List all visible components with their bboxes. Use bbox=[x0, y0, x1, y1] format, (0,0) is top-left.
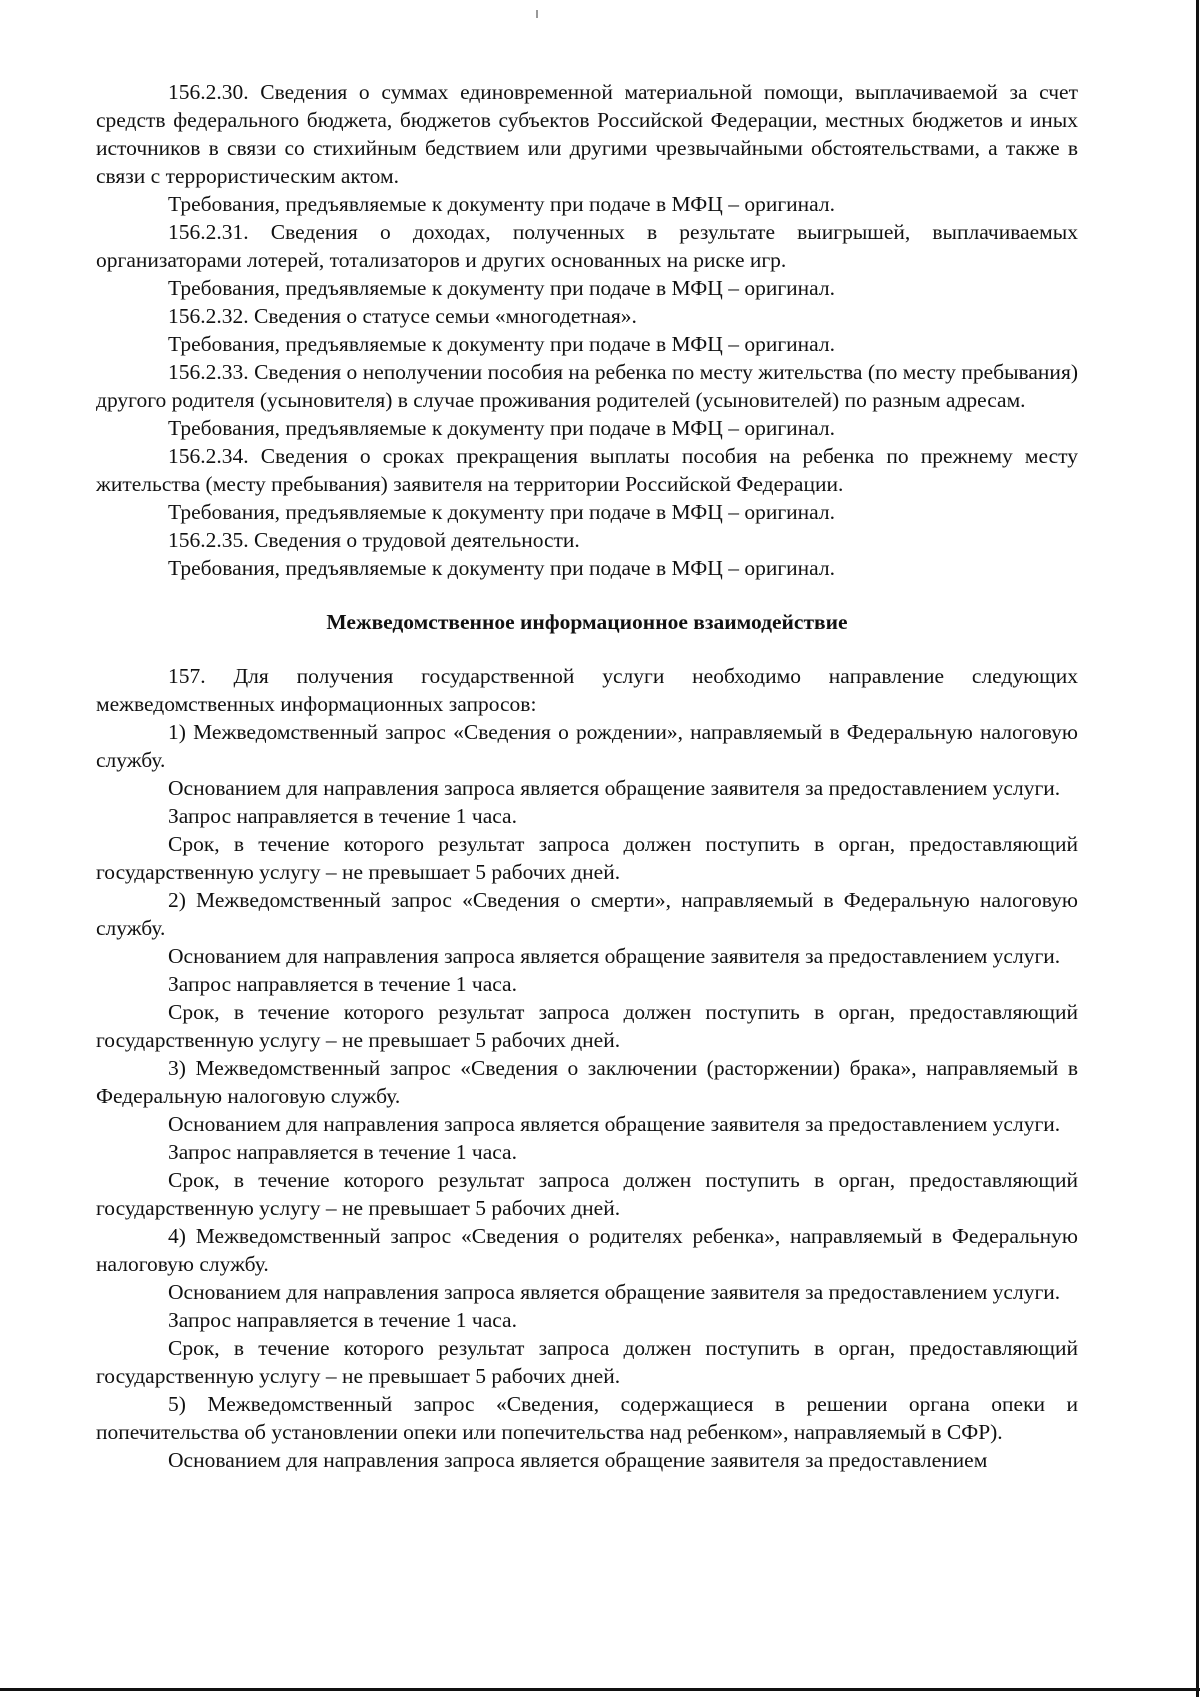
requirement-line: Требования, предъявляемые к документу при подаче в МФЦ – оригинал. bbox=[168, 332, 835, 356]
request-2: 2) Межведомственный запрос «Сведения о смерти», направляемый в Федеральную налоговую службу. bbox=[96, 888, 1078, 940]
request-5: 5) Межведомственный запрос «Сведения, содержащиеся в решении органа опеки и попечительства об установлении опеки или попечительства над ребенком», направляемый в СФР). bbox=[96, 1392, 1078, 1444]
scan-border-bottom bbox=[0, 1688, 1200, 1691]
paragraph-156-2-33: 156.2.33. Сведения о неполучении пособия на ребенка по месту жительства (по месту пребывания) другого родителя (усыновителя) в случае проживания родителей (усыновителей) по разным адресам. bbox=[96, 360, 1078, 412]
request-basis: Основанием для направления запроса является обращение заявителя за предоставлением bbox=[168, 1448, 988, 1472]
request-deadline: Срок, в течение которого результат запроса должен поступить в орган, предоставляющий государственную услугу – не превышает 5 рабочих дней. bbox=[96, 1168, 1078, 1220]
request-deadline: Срок, в течение которого результат запроса должен поступить в орган, предоставляющий государственную услугу – не превышает 5 рабочих дней. bbox=[96, 1336, 1078, 1388]
scan-artifact bbox=[536, 10, 538, 18]
scan-border-right bbox=[1196, 0, 1199, 1697]
requirement-line: Требования, предъявляемые к документу при подаче в МФЦ – оригинал. bbox=[168, 276, 835, 300]
request-1: 1) Межведомственный запрос «Сведения о рождении», направляемый в Федеральную налоговую службу. bbox=[96, 720, 1078, 772]
requirement-line: Требования, предъявляемые к документу при подаче в МФЦ – оригинал. bbox=[168, 192, 835, 216]
requirement-line: Требования, предъявляемые к документу при подаче в МФЦ – оригинал. bbox=[168, 416, 835, 440]
request-basis: Основанием для направления запроса является обращение заявителя за предоставлением услуги. bbox=[168, 1112, 1061, 1136]
paragraph-156-2-30: 156.2.30. Сведения о суммах единовременной материальной помощи, выплачиваемой за счет средств федерального бюджета, бюджетов субъектов Российской Федерации, местных бюджетов и иных источников в связи со стихийным бедствием или другими чрезвычайными обстоятельствами, а также в связи с террористическим актом. bbox=[96, 80, 1078, 188]
request-basis: Основанием для направления запроса является обращение заявителя за предоставлением услуги. bbox=[168, 1280, 1061, 1304]
paragraph-156-2-35: 156.2.35. Сведения о трудовой деятельности. bbox=[168, 528, 580, 552]
paragraph-156-2-34: 156.2.34. Сведения о сроках прекращения выплаты пособия на ребенка по прежнему месту жительства (месту пребывания) заявителя на территории Российской Федерации. bbox=[96, 444, 1078, 496]
request-3: 3) Межведомственный запрос «Сведения о заключении (расторжении) брака», направляемый в Федеральную налоговую службу. bbox=[96, 1056, 1078, 1108]
request-timing: Запрос направляется в течение 1 часа. bbox=[168, 804, 517, 828]
requirement-line: Требования, предъявляемые к документу при подаче в МФЦ – оригинал. bbox=[168, 500, 835, 524]
request-deadline: Срок, в течение которого результат запроса должен поступить в орган, предоставляющий государственную услугу – не превышает 5 рабочих дней. bbox=[96, 1000, 1078, 1052]
request-4: 4) Межведомственный запрос «Сведения о родителях ребенка», направляемый в Федеральную налоговую службу. bbox=[96, 1224, 1078, 1276]
request-timing: Запрос направляется в течение 1 часа. bbox=[168, 1140, 517, 1164]
paragraph-156-2-31: 156.2.31. Сведения о доходах, полученных в результате выигрышей, выплачиваемых организаторами лотерей, тотализаторов и других основанных на риске игр. bbox=[96, 220, 1078, 272]
request-timing: Запрос направляется в течение 1 часа. bbox=[168, 1308, 517, 1332]
document-page bbox=[96, 78, 1078, 1474]
request-deadline: Срок, в течение которого результат запроса должен поступить в орган, предоставляющий государственную услугу – не превышает 5 рабочих дней. bbox=[96, 832, 1078, 884]
section-heading: Межведомственное информационное взаимодействие bbox=[326, 610, 848, 634]
paragraph-156-2-32: 156.2.32. Сведения о статусе семьи «многодетная». bbox=[168, 304, 637, 328]
request-basis: Основанием для направления запроса является обращение заявителя за предоставлением услуги. bbox=[168, 776, 1061, 800]
paragraph-157: 157. Для получения государственной услуги необходимо направление следующих межведомственных информационных запросов: bbox=[96, 664, 1078, 716]
request-basis: Основанием для направления запроса является обращение заявителя за предоставлением услуги. bbox=[168, 944, 1061, 968]
requirement-line: Требования, предъявляемые к документу при подаче в МФЦ – оригинал. bbox=[168, 556, 835, 580]
request-timing: Запрос направляется в течение 1 часа. bbox=[168, 972, 517, 996]
